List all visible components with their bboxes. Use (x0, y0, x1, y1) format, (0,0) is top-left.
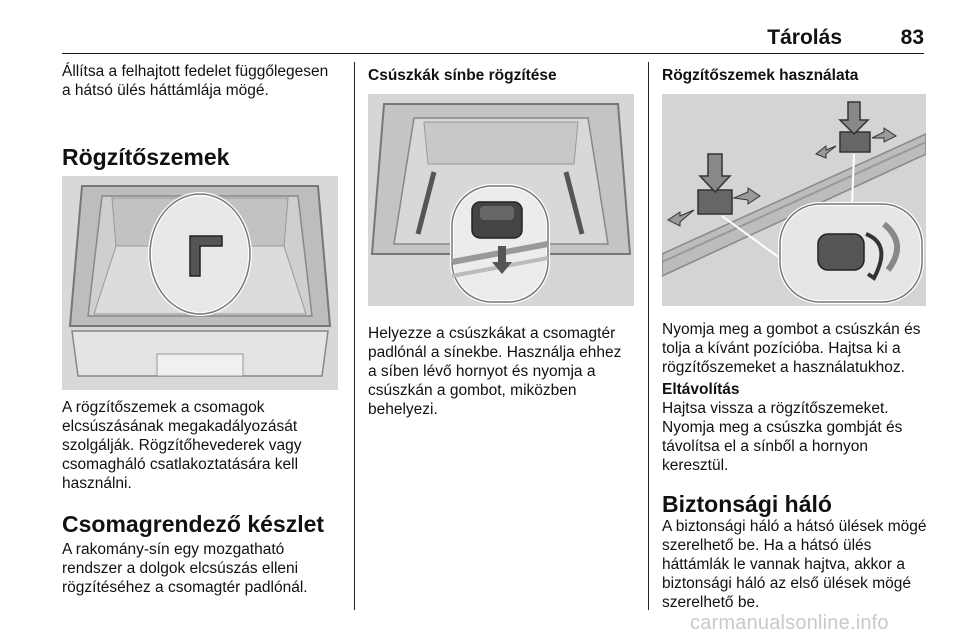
watermark: carmanualsonline.info (690, 612, 889, 634)
column-divider (648, 62, 649, 610)
heading-safety-net: Biztonsági háló (662, 491, 832, 517)
slider-fitting-paragraph: Helyezze a csúszkákat a csomagtér padlónál a sínekbe. Használja ehhez a síben lévő hornyot és nyomja a csúszkán a gombot, miközben behelyezi. (368, 325, 622, 418)
subheading-removal: Eltávolítás (662, 381, 740, 398)
column-divider (354, 62, 355, 610)
intro-paragraph: Állítsa a felhajtott fedelet függőlegesen a hátsó ülés háttámlája mögé. (62, 63, 329, 99)
figure-anchor-usage (662, 94, 926, 306)
subheading-slider-fitting: Csúszkák sínbe rögzítése (368, 67, 557, 84)
heading-anchors: Rögzítőszemek (62, 144, 230, 170)
page-header (62, 24, 924, 54)
anchors-paragraph: A rögzítőszemek a csomagok elcsúszásának megakadályozását szolgálják. Rögzítőhevederek vagy csomagháló csatlakoztatására kell használni. (62, 399, 302, 492)
subheading-using-anchors: Rögzítőszemek használata (662, 67, 859, 84)
column-left (62, 62, 338, 100)
heading-organiser: Csomagrendező készlet (62, 511, 325, 537)
page-number: 83 (900, 26, 924, 49)
figure-slider-insertion (368, 94, 634, 306)
section-title: Tárolás (767, 26, 842, 49)
figure-lashing-eyes (62, 176, 338, 390)
removal-paragraph: Hajtsa vissza a rögzítőszemeket. Nyomja meg a csúszka gombját és távolítsa el a sínből a hornyon keresztül. (662, 400, 903, 474)
safety-net-paragraph: A biztonsági háló a hátsó ülések mögé szerelhető be. Ha a hátsó ülés háttámlák le vannak hajtva, akkor a biztonsági háló az első ülések mögé szerelhető be. (662, 518, 927, 611)
using-anchors-paragraph: Nyomja meg a gombot a csúszkán és tolja a kívánt pozícióba. Hajtsa ki a rögzítőszemeket a használatukhoz. (662, 321, 921, 376)
organiser-paragraph: A rakomány-sín egy mozgatható rendszer a dolgok elcsúszás elleni rögzítéséhez a csomagtér padlónál. (62, 541, 308, 596)
